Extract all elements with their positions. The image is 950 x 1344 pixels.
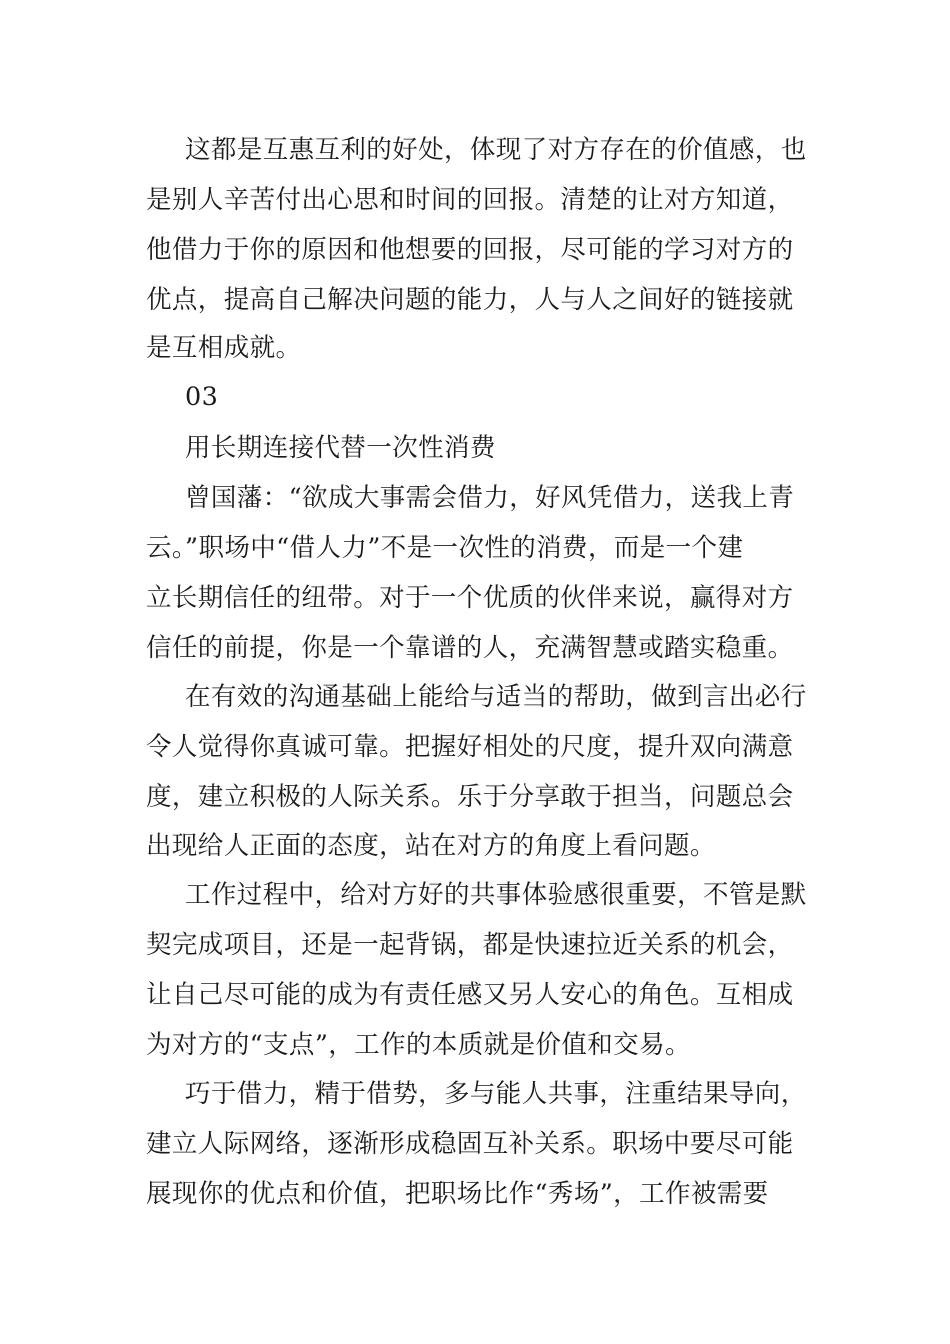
paragraph-line: 曾国藩：“欲成大事需会借力，好风凭借力，送我上青 [185,483,795,513]
paragraph-line: 云。”职场中“借人力”不是一次性的消费，而是一个建 [146,533,744,563]
paragraph-line: 建立人际网络，逐渐形成稳固互补关系。职场中要尽可能 [146,1129,794,1159]
paragraph-line: 度，建立积极的人际关系。乐于分享敢于担当，问题总会 [146,782,794,812]
paragraph-line: 契完成项目，还是一起背锅，都是快速拉近关系的机会， [146,930,794,960]
paragraph-line: 优点，提高自己解决问题的能力，人与人之间好的链接就 [146,285,794,315]
paragraph-line: 展现你的优点和价值，把职场比作“秀场”，工作被需要 [146,1179,769,1209]
paragraph-line: 让自己尽可能的成为有责任感又另人安心的角色。互相成 [146,980,794,1010]
paragraph-line: 是互相成就。 [146,333,302,363]
paragraph-line: 他借力于你的原因和他想要的回报，尽可能的学习对方的 [146,235,794,265]
paragraph-line: 信任的前提，你是一个靠谱的人，充满智慧或踏实稳重。 [146,633,794,663]
paragraph-line: 工作过程中，给对方好的共事体验感很重要，不管是默 [185,880,807,910]
paragraph-line: 出现给人正面的态度，站在对方的角度上看问题。 [146,831,716,861]
paragraph-line: 在有效的沟通基础上能给与适当的帮助，做到言出必行 [185,682,807,712]
paragraph-line: 巧于借力，精于借势，多与能人共事，注重结果导向， [185,1079,807,1109]
paragraph-line: 为对方的“支点”，工作的本质就是价值和交易。 [146,1030,691,1060]
section-number: 03 [185,382,219,412]
paragraph-line: 这都是互惠互利的好处，体现了对方存在的价值感，也 [185,135,807,165]
section-heading: 用长期连接代替一次性消费 [185,433,496,463]
paragraph-line: 立长期信任的纽带。对于一个优质的伙伴来说，赢得对方 [146,583,794,613]
paragraph-line: 是别人辛苦付出心思和时间的回报。清楚的让对方知道， [146,185,794,215]
paragraph-line: 令人觉得你真诚可靠。把握好相处的尺度，提升双向满意 [146,732,794,762]
